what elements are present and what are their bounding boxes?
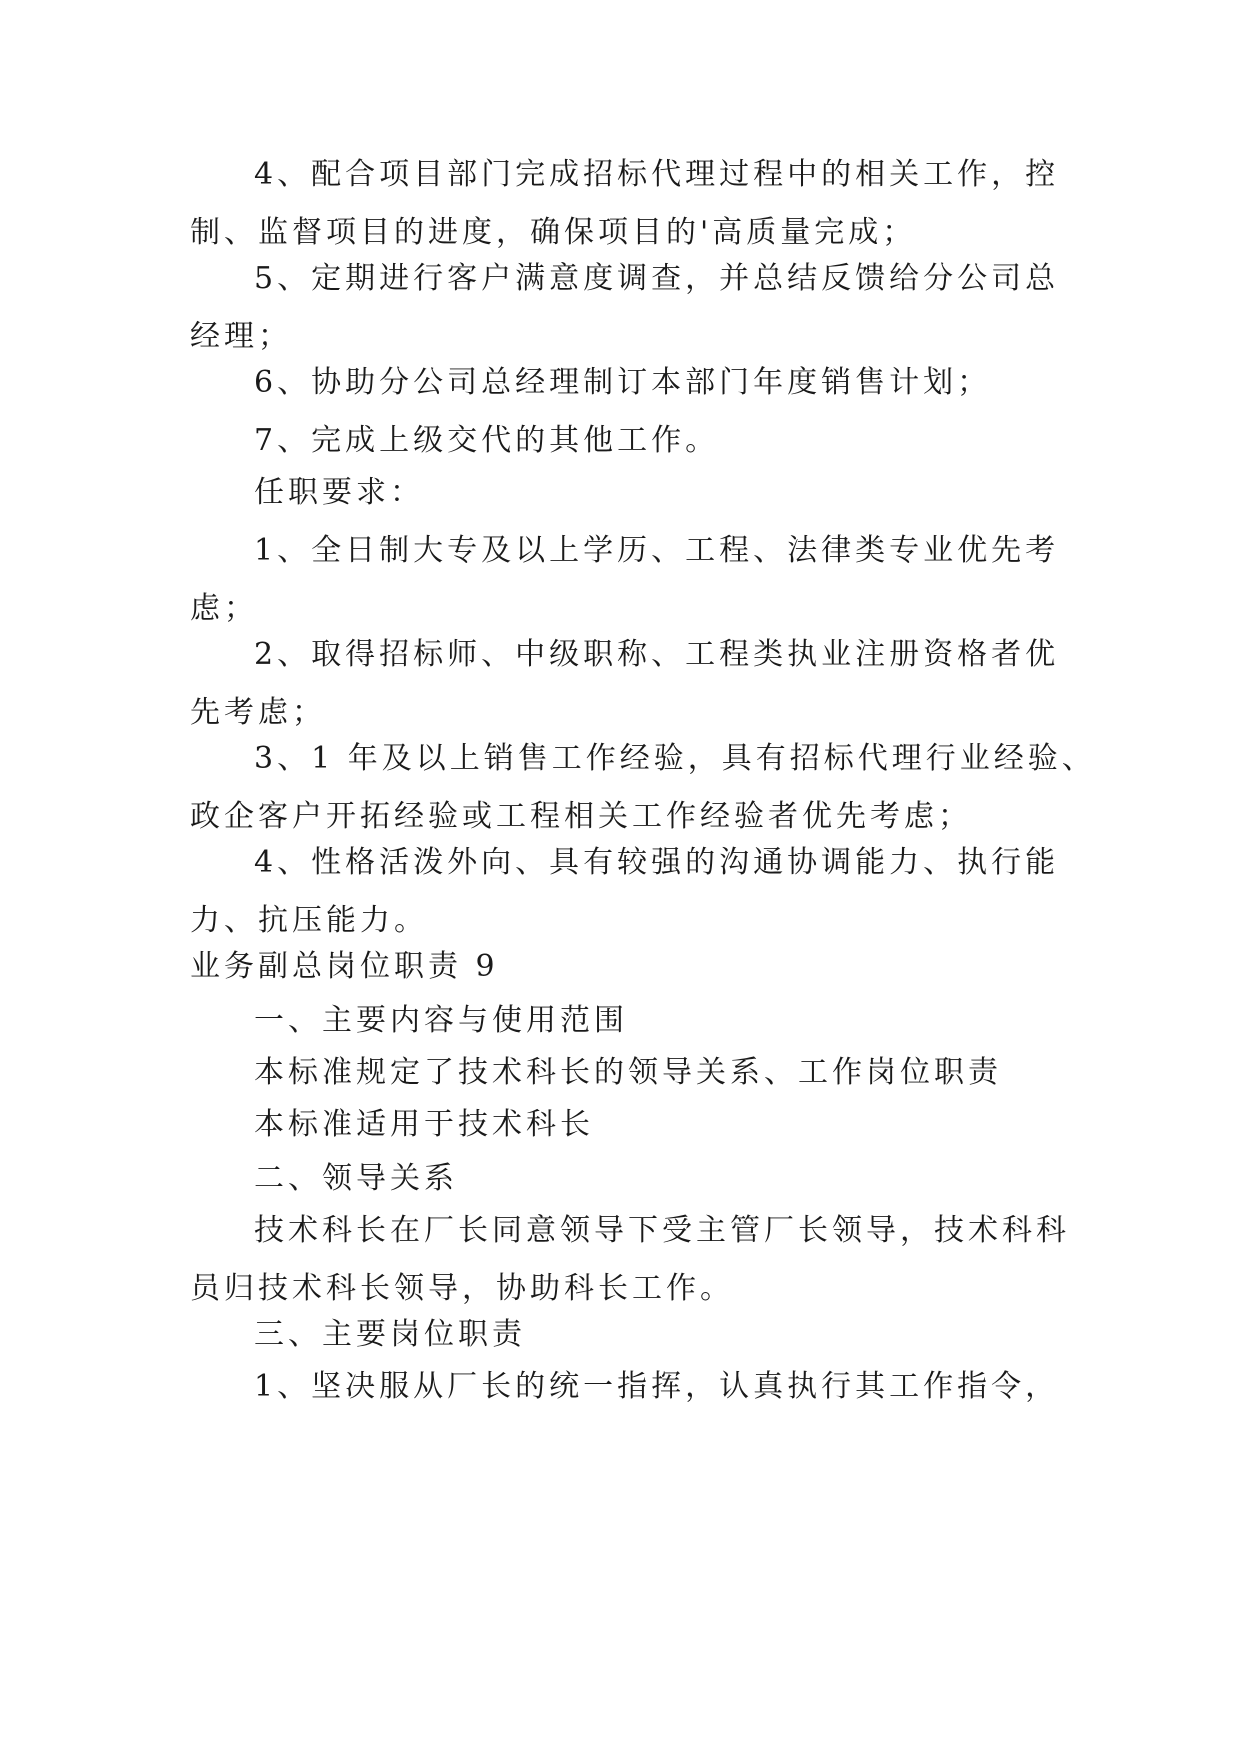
text-line: 制、监督项目的进度，确保项目的'高质量完成；	[190, 215, 917, 250]
text-line: 5、定期进行客户满意度调查，并总结反馈给分公司总	[254, 261, 1060, 296]
text-line: 本标准规定了技术科长的领导关系、工作岗位职责	[254, 1055, 1002, 1090]
paragraph-requirement-1	[190, 522, 1070, 638]
text-line: 任职要求：	[254, 475, 424, 510]
section-heading-1	[190, 992, 1070, 1050]
text-line: 1、坚决服从厂长的统一指挥，认真执行其工作指令，	[254, 1369, 1060, 1404]
paragraph-item-5	[190, 250, 1070, 366]
text-line: 员归技术科长领导，协助科长工作。	[190, 1271, 734, 1306]
section-heading-3	[190, 1306, 1070, 1364]
paragraph-duty-1	[190, 1358, 1070, 1416]
text-line: 6、协助分公司总经理制订本部门年度销售计划；	[254, 365, 992, 400]
text-line: 政企客户开拓经验或工程相关工作经验者优先考虑；	[190, 799, 972, 834]
text-line: 2、取得招标师、中级职称、工程类执业注册资格者优	[254, 637, 1060, 672]
paragraph-item-6	[190, 354, 1070, 412]
paragraph-item-4	[190, 146, 1070, 262]
paragraph-leadership	[190, 1202, 1070, 1318]
text-line: 本标准适用于技术科长	[254, 1107, 594, 1142]
text-line: 4、性格活泼外向、具有较强的沟通协调能力、执行能	[254, 845, 1060, 880]
text-line: 先考虑；	[190, 695, 326, 730]
text-line: 二、领导关系	[254, 1161, 458, 1196]
paragraph-requirement-3	[190, 730, 1096, 846]
text-line: 3、1 年及以上销售工作经验，具有招标代理行业经验、	[254, 741, 1096, 776]
text-line: 业务副总岗位职责 9	[190, 949, 499, 984]
text-line: 经理；	[190, 319, 292, 354]
paragraph-requirement-2	[190, 626, 1070, 742]
paragraph-scope-2	[190, 1096, 1070, 1154]
text-line: 虑；	[190, 591, 258, 626]
paragraph-requirements-heading	[190, 464, 1070, 522]
text-line: 1、全日制大专及以上学历、工程、法律类专业优先考	[254, 533, 1060, 568]
paragraph-requirement-4	[190, 834, 1070, 950]
text-line: 技术科长在厂长同意领导下受主管厂长领导，技术科科	[254, 1213, 1070, 1248]
paragraph-scope-1	[190, 1044, 1070, 1102]
section-title	[190, 938, 1070, 996]
section-heading-2	[190, 1150, 1070, 1208]
text-line: 三、主要岗位职责	[254, 1317, 526, 1352]
text-line: 4、配合项目部门完成招标代理过程中的相关工作，控	[254, 157, 1060, 192]
text-line: 一、主要内容与使用范围	[254, 1003, 628, 1038]
text-line: 力、抗压能力。	[190, 903, 428, 938]
paragraph-item-7	[190, 412, 1070, 470]
text-line: 7、完成上级交代的其他工作。	[254, 423, 720, 458]
